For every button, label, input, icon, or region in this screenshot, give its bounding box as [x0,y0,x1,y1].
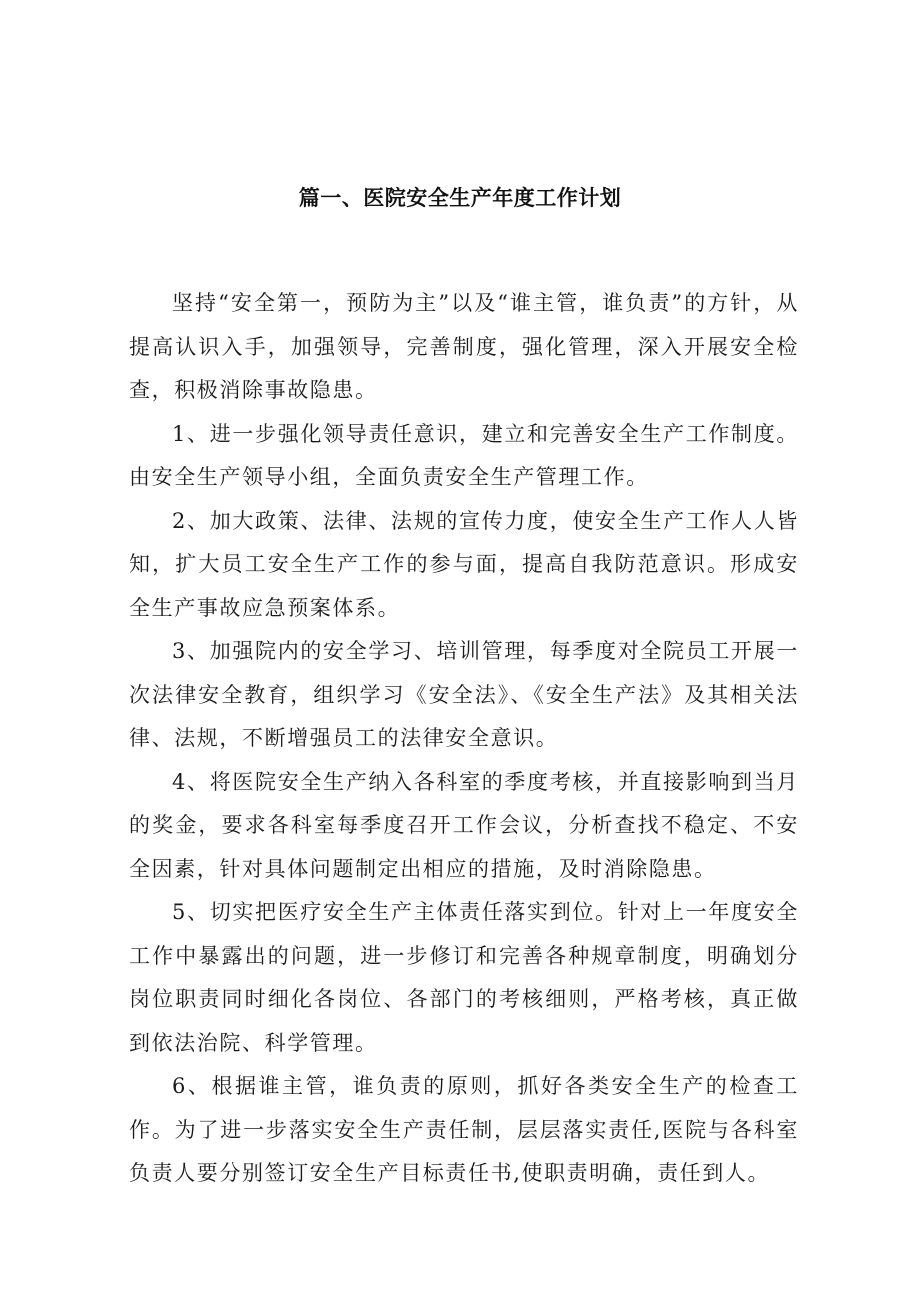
paragraph-item-1: 1、进一步强化领导责任意识，建立和完善安全生产工作制度。由安全生产领导小组，全面负责安全生产管理工作。 [129,421,799,489]
paragraph-item-6: 6、根据谁主管，谁负责的原则，抓好各类安全生产的检查工作。为了进一步落实安全生产责任制，层层落实责任,医院与各科室负责人要分别签订安全生产目标责任书,使职责明确，责任到人。 [129,1074,799,1185]
paragraph-intro: 坚持“安全第一，预防为主”以及“谁主管，谁负责”的方针，从提高认识入手，加强领导，完善制度，强化管理，深入开展安全检查，积极消除事故隐患。 [129,291,799,402]
paragraph-item-2: 2、加大政策、法律、法规的宣传力度，使安全生产工作人人皆知，扩大员工安全生产工作的参与面，提高自我防范意识。形成安全生产事故应急预案体系。 [129,508,799,620]
paragraph-item-4: 4、将医院安全生产纳入各科室的季度考核，并直接影响到当月的奖金，要求各科室每季度召开工作会议，分析查找不稳定、不安全因素，针对具体问题制定出相应的措施，及时消除隐患。 [129,769,799,881]
paragraph-item-3: 3、加强院内的安全学习、培训管理，每季度对全院员工开展一次法律安全教育，组织学习《安全法》、《安全生产法》及其相关法律、法规，不断增强员工的法律安全意识。 [129,639,799,750]
document-title: 篇一、医院安全生产年度工作计划 [298,186,622,210]
document-body [129,282,799,1196]
paragraph-item-5: 5、切实把医疗安全生产主体责任落实到位。针对上一年度安全工作中暴露出的问题，进一步修订和完善各种规章制度，明确划分岗位职责同时细化各岗位、各部门的考核细则，严格考核，真正做到依法治院、科学管理。 [129,900,799,1055]
